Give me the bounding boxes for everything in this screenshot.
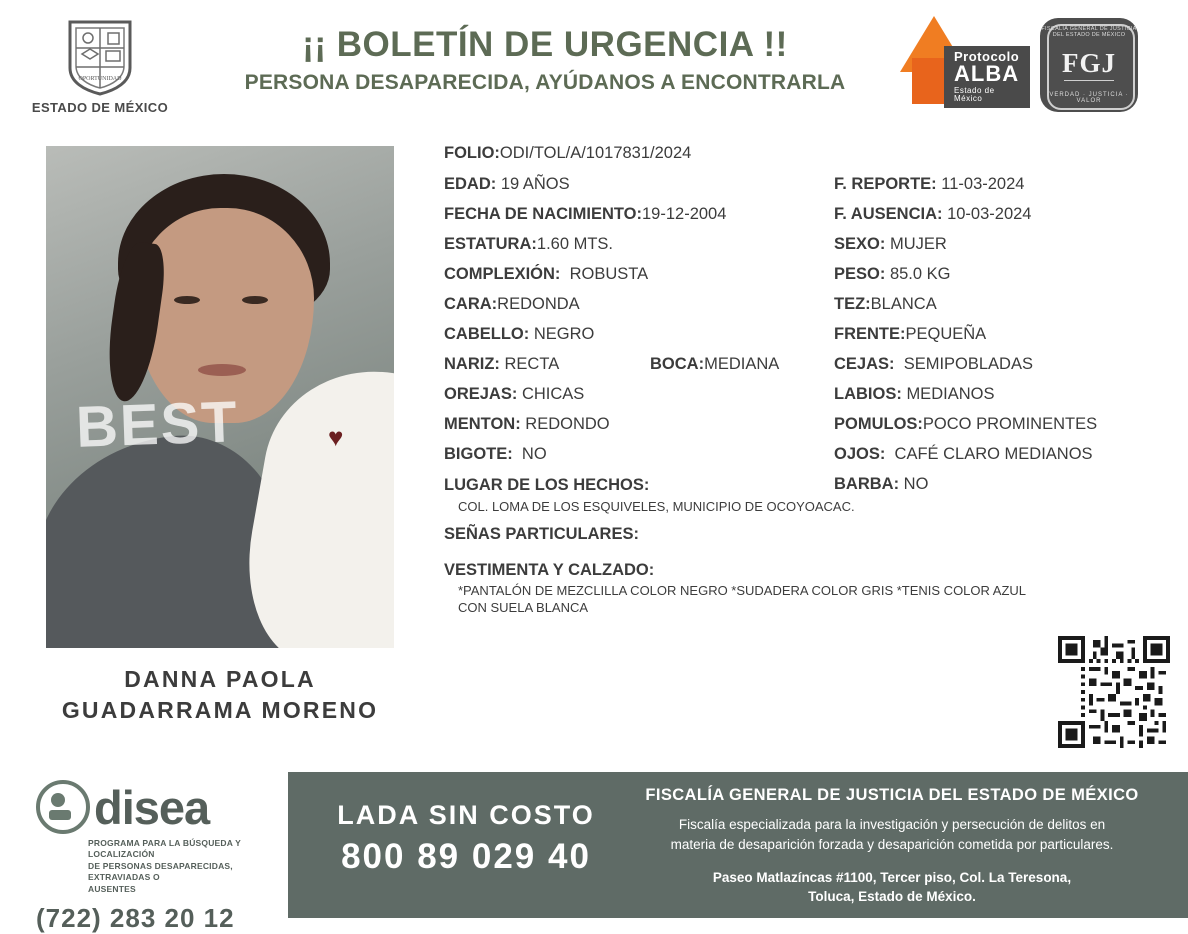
- field-complexion-value: ROBUSTA: [569, 265, 649, 283]
- disea-subtitle-line3: AUSENTES: [88, 883, 136, 894]
- field-nacimiento-value: 19-12-2004: [642, 205, 727, 223]
- fiscalia-address-line1: Paseo Matlazíncas #1100, Tercer piso, Col. La Teresona,: [712, 869, 1072, 885]
- field-boca-label: BOCA:: [650, 355, 705, 373]
- fiscalia-block: [612, 786, 1172, 907]
- lada-block: [316, 800, 616, 877]
- field-tez: [834, 295, 937, 314]
- field-labios: [834, 385, 994, 404]
- fgj-seal: [1040, 18, 1148, 116]
- field-folio: [444, 144, 691, 163]
- fiscalia-description: [612, 815, 1172, 856]
- person-name-line1: DANNA PAOLA: [124, 666, 316, 692]
- field-bigote: [444, 445, 547, 464]
- fgj-letters: FGJ: [1062, 48, 1116, 78]
- field-frente: [834, 325, 986, 344]
- fiscalia-description-line2: materia de desaparición forzada y desaparición cometida por particulares.: [670, 837, 1114, 853]
- bulletin-title: [200, 26, 890, 95]
- field-reporte-label: F. REPORTE:: [834, 175, 937, 193]
- field-peso-label: PESO:: [834, 265, 886, 283]
- field-cara: [444, 295, 580, 314]
- disea-icon-body: [49, 810, 71, 820]
- field-barba: [834, 475, 928, 494]
- photo-mouth: [198, 364, 246, 376]
- disea-icon-head: [51, 793, 65, 807]
- field-cara-value: REDONDA: [497, 295, 580, 313]
- person-name-line2: GUADARRAMA MORENO: [61, 697, 379, 724]
- field-cabello-value: NEGRO: [533, 325, 595, 343]
- photo-watermark: BEST: [74, 389, 240, 460]
- disea-logo: [36, 780, 280, 934]
- field-ojos-value: CAFÉ CLARO MEDIANOS: [894, 445, 1093, 463]
- field-complexion-label: COMPLEXIÓN:: [444, 265, 561, 283]
- field-estatura-label: ESTATURA:: [444, 235, 537, 253]
- alba-line2: ALBA: [954, 61, 1020, 86]
- disea-person-icon: [36, 780, 90, 834]
- field-ausencia: [834, 205, 1031, 224]
- field-orejas: [444, 385, 584, 404]
- disea-subtitle-line1: PROGRAMA PARA LA BÚSQUEDA Y LOCALIZACIÓN: [88, 838, 241, 860]
- qr-code[interactable]: [1058, 636, 1170, 748]
- field-boca: [650, 355, 779, 374]
- field-bigote-value: NO: [521, 445, 547, 463]
- field-complexion: [444, 265, 648, 284]
- field-nariz-value: RECTA: [504, 355, 560, 373]
- heart-icon: ♥: [328, 422, 344, 452]
- fiscalia-address-line2: Toluca, Estado de México.: [808, 889, 976, 905]
- field-folio-value: ODI/TOL/A/1017831/2024: [499, 144, 692, 162]
- label-vestimenta: VESTIMENTA Y CALZADO:: [444, 561, 655, 579]
- edomex-caption: ESTADO DE MÉXICO: [31, 100, 169, 115]
- svg-text:OPORTUNIDAD: OPORTUNIDAD: [78, 76, 122, 82]
- field-barba-value: NO: [903, 475, 929, 493]
- field-estatura-value: 1.60 MTS.: [536, 235, 614, 253]
- field-ojos: [834, 445, 1093, 464]
- field-cabello-label: CABELLO:: [444, 325, 530, 343]
- field-pomulos-value: POCO PROMINENTES: [922, 415, 1098, 433]
- label-senas-particulares: SEÑAS PARTICULARES:: [444, 525, 639, 543]
- alba-line3: Estado de México: [954, 86, 995, 103]
- field-tez-label: TEZ:: [834, 295, 871, 313]
- field-menton-value: REDONDO: [525, 415, 610, 433]
- field-frente-value: PEQUEÑA: [905, 325, 987, 343]
- edomex-crest-icon: [64, 18, 136, 96]
- disea-subtitle: [88, 838, 280, 895]
- title-main: ¡¡ BOLETÍN DE URGENCIA !!: [302, 25, 788, 64]
- field-peso-value: 85.0 KG: [889, 265, 951, 283]
- value-vestimenta-line1: *PANTALÓN DE MEZCLILLA COLOR NEGRO *SUDADERA COLOR GRIS *TENIS COLOR AZUL: [458, 583, 1027, 598]
- field-orejas-value: CHICAS: [521, 385, 585, 403]
- field-edad-label: EDAD:: [444, 175, 497, 193]
- title-sub: PERSONA DESAPARECIDA, AYÚDANOS A ENCONTRARLA: [244, 70, 846, 94]
- field-folio-label: FOLIO:: [444, 144, 500, 162]
- person-name: [46, 664, 394, 726]
- field-orejas-label: OREJAS:: [444, 385, 518, 403]
- disea-phone[interactable]: (722) 283 20 12: [36, 903, 235, 934]
- fgj-bottom-text: VERDAD · JUSTICIA · VALOR: [1049, 92, 1129, 104]
- disea-subtitle-line2: DE PERSONAS DESAPARECIDAS, EXTRAVIADAS O: [88, 860, 233, 883]
- field-tez-value: BLANCA: [870, 295, 937, 313]
- fgj-top-text: FISCALIA GENERAL DE JUSTICIA DEL ESTADO DE MÉXICO: [1041, 26, 1137, 38]
- alba-text: [944, 46, 1030, 108]
- field-nariz: [444, 355, 559, 374]
- field-barba-label: BARBA:: [834, 475, 900, 493]
- photo-eye-left: [174, 296, 200, 304]
- lada-label: LADA SIN COSTO: [337, 800, 595, 830]
- field-labios-label: LABIOS:: [834, 385, 902, 403]
- alba-line1: Protocolo: [954, 49, 1020, 64]
- field-edad: [444, 175, 570, 194]
- field-sexo-label: SEXO:: [834, 235, 886, 253]
- field-cejas-label: CEJAS:: [834, 355, 895, 373]
- field-reporte: [834, 175, 1024, 194]
- field-ausencia-label: F. AUSENCIA:: [834, 205, 943, 223]
- field-nacimiento: [444, 205, 726, 224]
- protocolo-alba-logo: [900, 16, 1030, 116]
- fgj-seal-body: [1040, 18, 1138, 112]
- value-lugar-hechos: COL. LOMA DE LOS ESQUIVELES, MUNICIPIO DE OCOYOACAC.: [458, 499, 855, 514]
- field-edad-value: 19 AÑOS: [500, 175, 570, 193]
- fgj-divider: [1064, 80, 1114, 81]
- person-photo: [46, 146, 394, 648]
- field-sexo: [834, 235, 947, 254]
- field-cejas: [834, 355, 1033, 374]
- field-reporte-value: 11-03-2024: [941, 175, 1025, 193]
- field-estatura: [444, 235, 613, 254]
- lada-number[interactable]: 800 89 029 40: [341, 837, 591, 876]
- field-cejas-value: SEMIPOBLADAS: [903, 355, 1033, 373]
- field-cabello: [444, 325, 594, 344]
- fiscalia-description-line1: Fiscalía especializada para la investigación y persecución de delitos en: [678, 817, 1106, 832]
- field-menton-label: MENTON:: [444, 415, 521, 433]
- field-boca-value: MEDIANA: [704, 355, 780, 373]
- field-peso: [834, 265, 951, 284]
- field-frente-label: FRENTE:: [834, 325, 906, 343]
- field-bigote-label: BIGOTE:: [444, 445, 513, 463]
- field-ausencia-value: 10-03-2024: [947, 205, 1032, 223]
- value-vestimenta-line2: CON SUELA BLANCA: [458, 600, 589, 615]
- field-pomulos: [834, 415, 1097, 434]
- label-lugar-hechos: LUGAR DE LOS HECHOS:: [444, 476, 650, 494]
- fiscalia-title: FISCALÍA GENERAL DE JUSTICIA DEL ESTADO DE MÉXICO: [645, 786, 1139, 804]
- edomex-logo: [30, 18, 170, 115]
- fiscalia-address: [612, 868, 1172, 907]
- field-cara-label: CARA:: [444, 295, 498, 313]
- photo-eye-right: [242, 296, 268, 304]
- field-nacimiento-label: FECHA DE NACIMIENTO:: [444, 205, 642, 223]
- field-ojos-label: OJOS:: [834, 445, 886, 463]
- disea-logo-row: [36, 780, 280, 834]
- field-sexo-value: MUJER: [889, 235, 947, 253]
- header: [0, 0, 1188, 130]
- disea-wordmark: disea: [94, 780, 210, 834]
- field-menton: [444, 415, 610, 434]
- field-labios-value: MEDIANOS: [906, 385, 995, 403]
- field-nariz-label: NARIZ:: [444, 355, 500, 373]
- field-pomulos-label: POMULOS:: [834, 415, 923, 433]
